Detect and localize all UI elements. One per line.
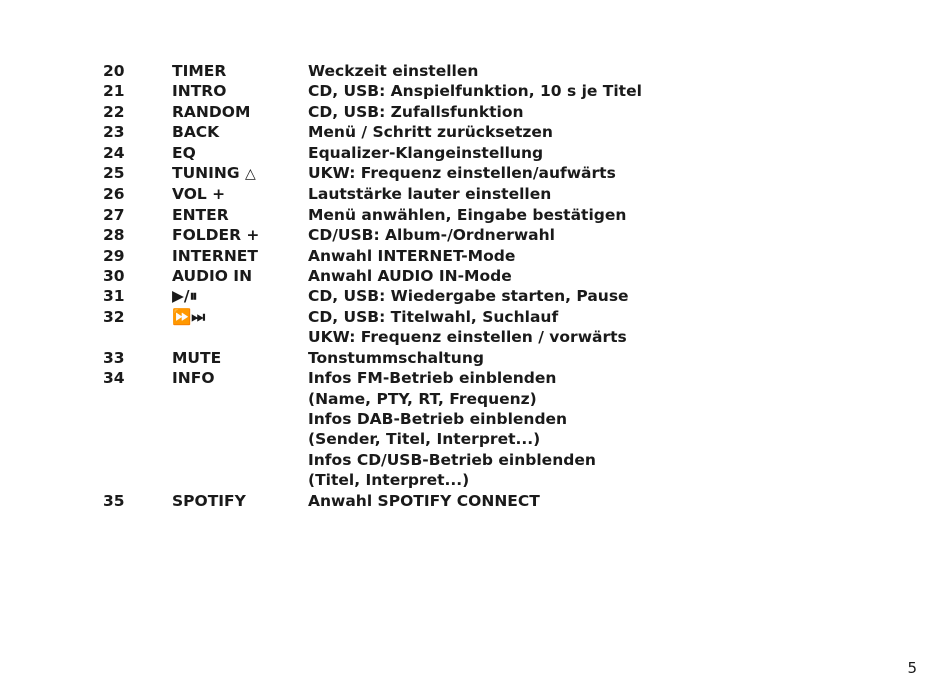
description-line: CD, USB: Zufallsfunktion: [308, 102, 524, 121]
button-label: EQ: [172, 143, 196, 162]
item-number: 26: [103, 185, 125, 204]
item-number: 22: [103, 102, 125, 121]
description-line: CD, USB: Anspielfunktion, 10 s je Titel: [308, 82, 642, 101]
function-description: [308, 307, 723, 348]
function-description: [308, 184, 723, 204]
description-line: (Titel, Interpret...): [308, 471, 470, 490]
function-description: [308, 122, 723, 142]
table-row: [103, 143, 723, 163]
table-row: [103, 163, 723, 184]
item-number: 29: [103, 246, 125, 265]
description-line: Lautstärke lauter einstellen: [308, 185, 552, 204]
table-row: [103, 246, 723, 266]
table-row: [103, 266, 723, 286]
description-line: CD, USB: Wiedergabe starten, Pause: [308, 287, 629, 306]
item-number: 21: [103, 82, 125, 101]
table-row: [103, 102, 723, 122]
button-label: FOLDER +: [172, 226, 260, 245]
item-number: 35: [103, 491, 125, 510]
description-line: Infos DAB-Betrieb einblenden: [308, 409, 568, 428]
table-row: [103, 184, 723, 204]
function-description: [308, 102, 723, 122]
description-line: Anwahl SPOTIFY CONNECT: [308, 491, 540, 510]
table-row: [103, 205, 723, 225]
description-line: Menü anwählen, Eingabe bestätigen: [308, 205, 627, 224]
description-line: Anwahl AUDIO IN-Mode: [308, 267, 512, 286]
button-label: INTERNET: [172, 246, 258, 265]
item-number: 34: [103, 369, 125, 388]
description-line: Menü / Schritt zurücksetzen: [308, 123, 553, 142]
function-description: [308, 491, 723, 511]
triangle-up-icon: △: [245, 166, 256, 183]
function-description: [308, 266, 723, 286]
description-line: UKW: Frequenz einstellen / vorwärts: [308, 328, 627, 347]
table-row: [103, 348, 723, 368]
description-line: CD, USB: Titelwahl, Suchlauf: [308, 307, 559, 326]
table-row: [103, 225, 723, 245]
button-label: INTRO: [172, 82, 227, 101]
table-row: [103, 368, 723, 490]
description-line: Equalizer-Klangeinstellung: [308, 143, 544, 162]
table-row: [103, 81, 723, 101]
item-number: 31: [103, 287, 125, 306]
item-number: 28: [103, 226, 125, 245]
function-description: [308, 81, 723, 101]
button-label: VOL +: [172, 185, 226, 204]
function-description: [308, 348, 723, 368]
description-line: Tonstummschaltung: [308, 348, 484, 367]
button-label: [172, 163, 308, 184]
item-number: 20: [103, 62, 125, 80]
button-label: MUTE: [172, 348, 222, 367]
function-description: [308, 205, 723, 225]
item-number: 24: [103, 143, 125, 162]
table-row: [103, 122, 723, 142]
description-line: (Name, PTY, RT, Frequenz): [308, 389, 537, 408]
function-description: [308, 286, 723, 306]
function-description: [308, 143, 723, 163]
function-description: [308, 61, 723, 81]
function-description: [308, 225, 723, 245]
table-row: [103, 61, 723, 81]
button-label: INFO: [172, 369, 215, 388]
function-description: [308, 163, 723, 183]
button-label: RANDOM: [172, 102, 251, 121]
button-label: AUDIO IN: [172, 267, 253, 286]
item-number: 27: [103, 205, 125, 224]
button-function-table: [103, 61, 723, 511]
button-label: ENTER: [172, 205, 229, 224]
table-row: [103, 491, 723, 511]
play-pause-icon: ▶/⏸: [172, 287, 198, 306]
button-label: SPOTIFY: [172, 491, 246, 510]
button-label: BACK: [172, 123, 220, 142]
item-number: 30: [103, 267, 125, 286]
fast-forward-skip-icon: ⏩⏭: [172, 307, 206, 326]
function-description: [308, 368, 723, 490]
button-label: TIMER: [172, 62, 227, 80]
page-number: 5: [907, 659, 917, 677]
table-row: [103, 307, 723, 348]
description-line: Infos FM-Betrieb einblenden: [308, 369, 557, 388]
description-line: CD/USB: Album-/Ordnerwahl: [308, 226, 555, 245]
function-description: [308, 246, 723, 266]
item-number: 23: [103, 123, 125, 142]
table-row: [103, 286, 723, 306]
description-line: Infos CD/USB-Betrieb einblenden: [308, 450, 596, 469]
description-line: Weckzeit einstellen: [308, 62, 479, 80]
description-line: Anwahl INTERNET-Mode: [308, 246, 516, 265]
description-line: UKW: Frequenz einstellen/aufwärts: [308, 164, 616, 183]
item-number: 25: [103, 164, 125, 183]
item-number: 33: [103, 348, 125, 367]
item-number: 32: [103, 307, 125, 326]
description-line: (Sender, Titel, Interpret...): [308, 430, 541, 449]
button-label-text: TUNING: [172, 164, 240, 183]
